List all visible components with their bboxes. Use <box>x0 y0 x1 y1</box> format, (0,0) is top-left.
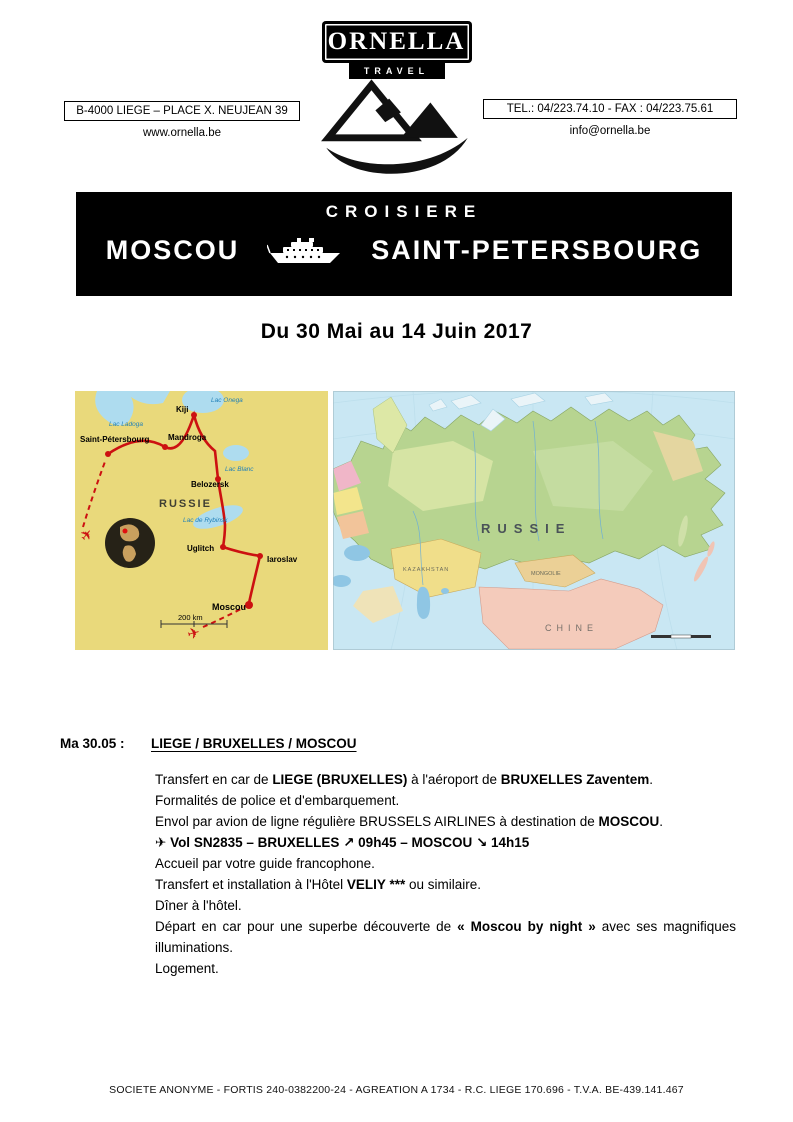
banner-from: MOSCOU <box>105 235 240 265</box>
map-label-russie: RUSSIE <box>481 521 572 536</box>
itinerary-text: ou similaire. <box>405 877 481 892</box>
caspian-sea <box>417 587 430 619</box>
ship-icon <box>267 238 343 264</box>
itinerary-text: Transfert en car de <box>155 772 273 787</box>
stop-dot <box>191 412 197 418</box>
itinerary-line <box>155 958 736 979</box>
itinerary-line <box>155 790 736 811</box>
map-label-mandroga: Mandroga <box>168 433 207 442</box>
stop-dot <box>162 444 168 450</box>
map-label-russie: RUSSIE <box>159 498 212 510</box>
russia-map <box>333 391 735 650</box>
itinerary-text: MOSCOU <box>598 814 660 829</box>
ornella-logo <box>322 21 472 79</box>
logo-title: ORNELLA <box>327 28 466 55</box>
map-label-moscou: Moscou <box>212 602 247 612</box>
itinerary-section <box>60 735 736 979</box>
itinerary-text: . <box>649 772 654 787</box>
stop-dot-moscow <box>245 601 253 609</box>
banner-croisiere: CROISIERE <box>325 202 483 221</box>
itinerary-line <box>155 769 736 790</box>
map-label-mongolie: MONGOLIE <box>531 571 561 577</box>
itinerary-line <box>155 853 736 874</box>
itinerary-text: avec ses magnifiques illuminations. <box>155 919 736 955</box>
map-label-belozersk: Belozersk <box>191 480 229 489</box>
address-block <box>64 101 300 139</box>
map-label-chine: CHINE <box>545 623 599 633</box>
airplane-icon: ✈ <box>185 624 203 644</box>
globe-icon <box>105 518 155 568</box>
itinerary-lines <box>155 769 736 979</box>
stop-dot <box>105 451 111 457</box>
airplane-icon: ✈ <box>76 524 98 546</box>
map-label-lac-ladoga: Lac Ladoga <box>109 421 143 428</box>
map-label-kazakhstan: KAZAKHSTAN <box>403 567 450 573</box>
itinerary-text: Accueil par votre guide francophone. <box>155 856 375 871</box>
map-label-iaroslav: Iaroslav <box>267 555 298 564</box>
map-label-lac-rybinsk: Lac de Rybinsk <box>183 517 228 524</box>
map-label-uglitch: Uglitch <box>187 544 215 553</box>
logo-art-icon <box>319 77 475 185</box>
route-map <box>75 391 328 650</box>
day-label: Ma 30.05 : <box>60 736 125 751</box>
aral-sea <box>441 588 449 594</box>
itinerary-line <box>155 874 736 895</box>
itinerary-text: LIEGE (BRUXELLES) <box>272 772 408 787</box>
telfax-box: TEL.: 04/223.74.10 - FAX : 04/223.75.61 <box>483 99 737 119</box>
itinerary-line <box>155 916 736 958</box>
itinerary-text: . <box>659 814 664 829</box>
map-label-scale: 200 km <box>178 613 203 622</box>
title-banner <box>76 192 732 296</box>
contact-block <box>483 99 737 137</box>
itinerary-line <box>155 811 736 832</box>
day-row <box>60 735 736 752</box>
map-label-saint-petersbourg: Saint-Pétersbourg <box>80 435 150 444</box>
map-scale <box>651 635 711 638</box>
itinerary-line <box>155 832 736 853</box>
itinerary-line <box>155 895 736 916</box>
itinerary-text: Transfert et installation à l'Hôtel <box>155 877 347 892</box>
maps-row <box>75 391 735 650</box>
lake-blanc <box>223 445 249 461</box>
itinerary-text: « Moscou by night » <box>457 919 596 934</box>
website-text: www.ornella.be <box>143 127 221 139</box>
black-sea <box>344 545 370 561</box>
footer-legal: SOCIETE ANONYME - FORTIS 240-0382200-24 - AGREATION A 1734 - R.C. LIEGE 170.696 - T.V.A. BE-439.141.467 <box>109 1084 684 1096</box>
itinerary-text: Départ en car pour une superbe découverte de <box>155 919 458 934</box>
stop-dot <box>220 544 226 550</box>
itinerary-text: à l'aéroport de <box>407 772 501 787</box>
itinerary-text: Dîner à l'hôtel. <box>155 898 242 913</box>
itinerary-text: VELIY *** <box>346 877 406 892</box>
itinerary-text: Logement. <box>155 961 219 976</box>
email-text: info@ornella.be <box>569 125 651 137</box>
map-label-lac-blanc: Lac Blanc <box>225 466 254 473</box>
map-label-kiji: Kiji <box>176 405 189 414</box>
itinerary-text: BRUXELLES Zaventem <box>500 772 650 787</box>
banner-to: SAINT-PETERSBOURG <box>371 235 703 265</box>
logo-subtitle: TRAVEL <box>349 62 445 79</box>
date-title: Du 30 Mai au 14 Juin 2017 <box>260 320 533 343</box>
day-title: LIEGE / BRUXELLES / MOSCOU <box>151 736 357 751</box>
itinerary-text: Envol par avion de ligne régulière BRUSSELS AIRLINES à destination de <box>155 814 599 829</box>
stop-dot <box>257 553 263 559</box>
itinerary-text: Vol SN2835 – BRUXELLES ↗ 09h45 – MOSCOU ↘ 14h15 <box>170 835 530 850</box>
logo-box <box>322 21 472 63</box>
address-box: B-4000 LIEGE – PLACE X. NEUJEAN 39 <box>64 101 300 121</box>
airplane-icon: ✈ <box>155 835 171 850</box>
map-label-lac-onega: Lac Onega <box>211 397 243 404</box>
itinerary-text: Formalités de police et d'embarquement. <box>155 793 400 808</box>
banner-route <box>76 235 732 266</box>
